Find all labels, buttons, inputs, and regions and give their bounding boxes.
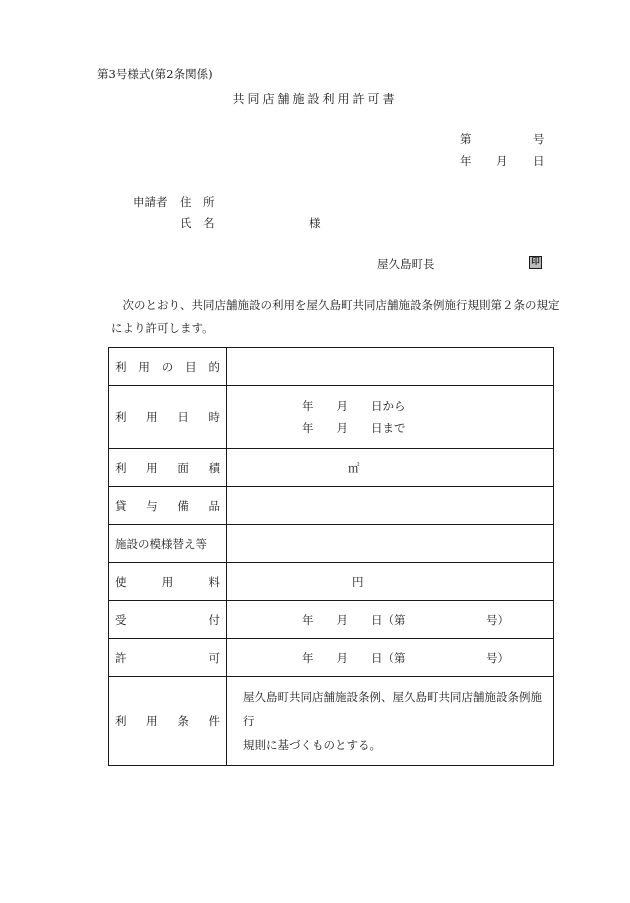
- seal-mark: 印: [529, 256, 542, 269]
- honorific-sama: 様: [309, 216, 321, 230]
- label-char: 料: [208, 574, 220, 589]
- receipt-value[interactable]: [227, 601, 554, 639]
- document-title: 共同店舗施設利用許可書: [232, 92, 398, 106]
- label-char: 用: [161, 574, 174, 589]
- conditions-label: [115, 713, 220, 729]
- label-char: 件: [208, 714, 220, 728]
- name-label: 氏 名: [180, 216, 215, 230]
- permit-value[interactable]: [227, 639, 554, 677]
- row-datetime: [109, 386, 554, 449]
- conditions-line-1: 屋久島町共同店舗施設条例、屋久島町共同店舗施設条例施行: [243, 690, 542, 728]
- permit-label-cell: [109, 639, 227, 677]
- intro-line-1: 次のとおり、共同店舗施設の利用を屋久島町共同店舗施設条例施行規則第２条の規定: [111, 298, 560, 312]
- form-number: 第3号様式(第2条関係): [97, 67, 213, 81]
- label-char: 与: [146, 498, 158, 513]
- label-char: 許: [115, 650, 127, 665]
- permit-form-table: [108, 347, 554, 766]
- purpose-value[interactable]: [227, 348, 554, 386]
- remodel-label: 施設の模様替え等: [115, 536, 207, 551]
- row-conditions: [109, 677, 554, 766]
- datetime-to: 年 月 日まで: [302, 421, 406, 435]
- area-unit: ㎡: [348, 460, 360, 475]
- label-char: 用: [146, 410, 158, 424]
- label-char: 時: [208, 410, 220, 424]
- label-char: 受: [115, 612, 127, 627]
- label-char: 積: [208, 460, 220, 475]
- intro-paragraph: [111, 294, 560, 340]
- doc-number-go: 号: [533, 132, 545, 146]
- datetime-label-cell: [109, 386, 227, 449]
- label-char: 使: [115, 574, 127, 589]
- doc-number-dai: 第: [460, 132, 472, 146]
- doc-date-month: 月: [496, 154, 508, 168]
- remodel-label-cell: [109, 525, 227, 563]
- fee-label-cell: [109, 563, 227, 601]
- fee-label: [115, 574, 220, 590]
- area-label-cell: [109, 449, 227, 487]
- label-char: の: [161, 359, 174, 374]
- receipt-label: [115, 612, 220, 628]
- label-char: 面: [177, 460, 189, 475]
- label-char: 用: [146, 714, 158, 728]
- conditions-line-2: 規則に基づくものとする。: [243, 738, 381, 752]
- label-char: 品: [208, 498, 220, 513]
- label-char: 利: [115, 410, 127, 424]
- label-char: 目: [185, 359, 197, 374]
- issuer-name: 屋久島町長: [377, 257, 435, 271]
- area-label: [115, 460, 220, 476]
- label-char: 的: [208, 359, 220, 374]
- conditions-value: [227, 677, 554, 766]
- datetime-value[interactable]: [227, 386, 554, 449]
- fee-unit: 円: [352, 574, 364, 589]
- label-char: 備: [177, 498, 189, 513]
- row-remodel: [109, 525, 554, 563]
- address-label: 住 所: [180, 195, 215, 209]
- equipment-label-cell: [109, 487, 227, 525]
- label-char: 用: [138, 359, 150, 374]
- purpose-label: [115, 359, 220, 375]
- area-value[interactable]: [227, 449, 554, 487]
- label-char: 貸: [115, 498, 127, 513]
- label-char: 利: [115, 714, 127, 728]
- row-fee: [109, 563, 554, 601]
- label-char: 日: [177, 410, 189, 424]
- intro-line-2: により許可します。: [111, 321, 214, 335]
- conditions-label-cell: [109, 677, 227, 766]
- label-char: 付: [208, 612, 220, 627]
- receipt-label-cell: [109, 601, 227, 639]
- row-equipment: [109, 487, 554, 525]
- purpose-label-cell: [109, 348, 227, 386]
- row-permit: [109, 639, 554, 677]
- label-char: 利: [115, 460, 127, 475]
- applicant-label: 申請者: [133, 195, 168, 209]
- receipt-date: 年 月 日（第 号）: [302, 612, 509, 627]
- permit-date: 年 月 日（第 号）: [302, 650, 509, 665]
- row-purpose: [109, 348, 554, 386]
- row-receipt: [109, 601, 554, 639]
- equipment-value[interactable]: [227, 487, 554, 525]
- equipment-label: [115, 498, 220, 514]
- doc-date-day: 日: [533, 154, 545, 168]
- label-char: 用: [146, 460, 158, 475]
- permit-label: [115, 650, 220, 666]
- row-area: [109, 449, 554, 487]
- fee-value[interactable]: [227, 563, 554, 601]
- doc-date-year: 年: [460, 154, 472, 168]
- label-char: 条: [177, 714, 189, 728]
- datetime-label: [115, 409, 220, 425]
- remodel-value[interactable]: [227, 525, 554, 563]
- datetime-from: 年 月 日から: [302, 399, 406, 413]
- label-char: 可: [208, 650, 220, 665]
- label-char: 利: [115, 359, 127, 374]
